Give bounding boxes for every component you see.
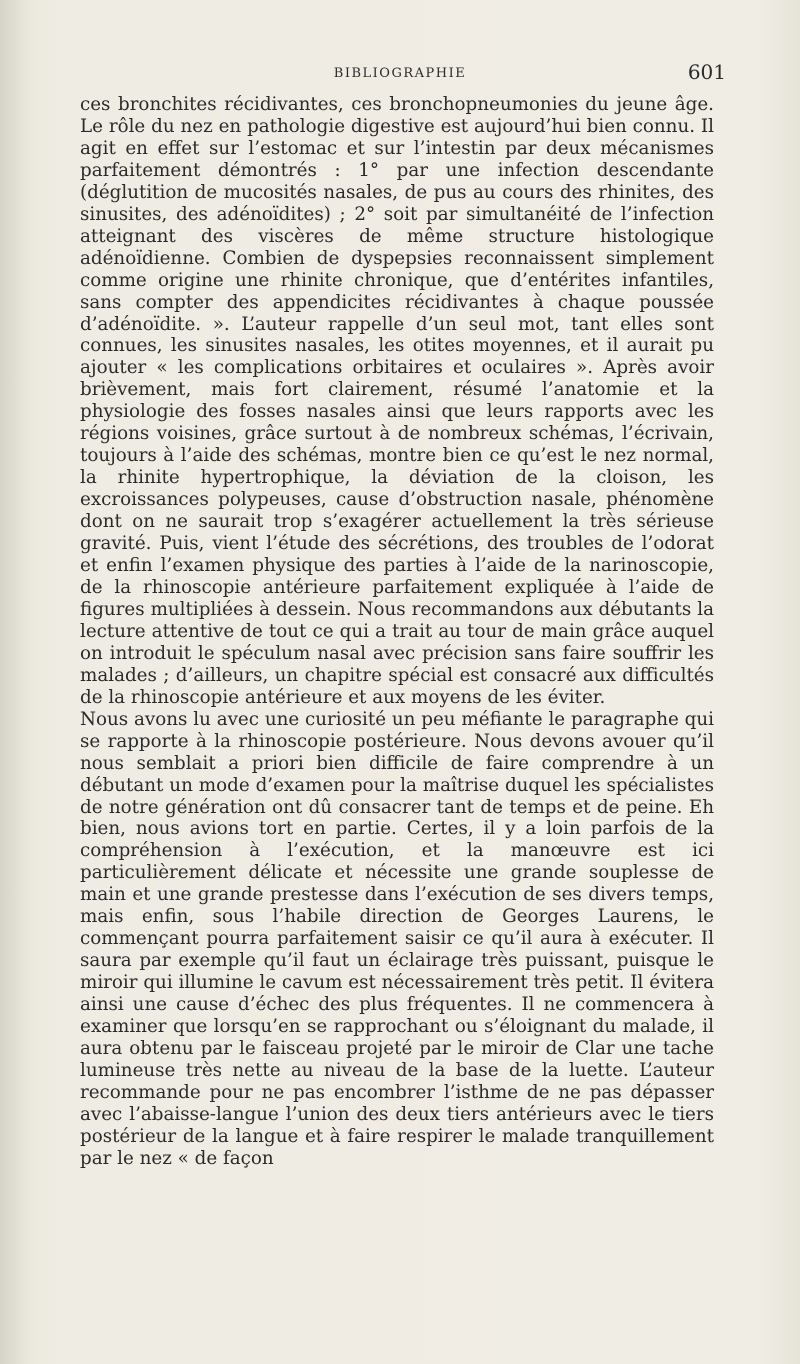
page-number: 601 [687,60,726,84]
paragraph: Nous avons lu avec une curiosité un peu méfiante le paragraphe qui se rapporte à la rhinoscopie postérieure. Nous devons avouer qu’il nous semblait a priori bien difficile de faire comprendre à un débutant un mode d’examen pour la maîtrise duquel les spécialistes de notre génération ont dû consacrer tant de temps et de peine. Eh bien, nous avions tort en partie. Certes, il y a loin parfois de la compréhension à l’exécution, et la manœuvre est ici particulièrement délicate et nécessite une grande souplesse de main et une grande prestesse dans l’exécution de ses divers temps, mais enfin, sous l’habile direction de Georges Laurens, le commençant pourra parfaitement saisir ce qu’il aura à exécuter. Il saura par exemple qu’il faut un éclairage très puissant, puisque le miroir qui illumine le cavum est nécessairement très petit. Il évitera ainsi une cause d’échec des plus fréquentes. Il ne commencera à examiner que lorsqu’en se rapprochant ou s’éloignant du malade, il aura obtenu par le faisceau projeté par le miroir de Clar une tache lumineuse très nette au niveau de la base de la luette. L’auteur recommande pour ne pas encombrer l’isthme de ne pas dépasser avec l’abaisse-langue l’union des deux tiers antérieurs avec le tiers postérieur de la langue et à faire respirer le malade tranquillement par le nez « de façon [80,708,714,1169]
running-head: BIBLIOGRAPHIE [333,66,467,81]
body-text [80,94,714,1170]
page-header [80,58,726,88]
paragraph: ces bronchites récidivantes, ces bronchopneumonies du jeune âge. Le rôle du nez en pathologie digestive est aujourd’hui bien connu. Il agit en effet sur l’estomac et sur l’intestin par deux mécanismes parfaitement démontrés : 1° par une infection descendante (déglutition de mucosités nasales, de pus au cours des rhinites, des sinusites, des adénoïdites) ; 2° soit par simultanéité de l’infection atteignant des viscères de même structure histologique adénoïdienne. Combien de dyspepsies reconnaissent simplement comme origine une rhinite chronique, que d’entérites infantiles, sans compter des appendicites récidivantes à chaque poussée d’adénoïdite. ». L’auteur rappelle d’un seul mot, tant elles sont connues, les sinusites nasales, les otites moyennes, et il aurait pu ajouter « les complications orbitaires et oculaires ». Après avoir brièvement, mais fort clairement, résumé l’anatomie et la physiologie des fosses nasales ainsi que leurs rapports avec les régions voisines, grâce surtout à de nombreux schémas, l’écrivain, toujours à l’aide des schémas, montre bien ce qu’est le nez normal, la rhinite hypertrophique, la déviation de la cloison, les excroissances polypeuses, cause d’obstruction nasale, phénomène dont on ne saurait trop s’exagérer actuellement la très sérieuse gravité. Puis, vient l’étude des sécrétions, des troubles de l’odorat et enfin l’examen physique des parties à l’aide de la narinoscopie, de la rhinoscopie antérieure parfaitement expliquée à l’aide de figures multipliées à dessein. Nous recommandons aux débutants la lecture attentive de tout ce qui a trait au tour de main grâce auquel on introduit le spéculum nasal avec précision sans faire souffrir les malades ; d’ailleurs, un chapitre spécial est consacré aux difficultés de la rhinoscopie antérieure et aux moyens de les éviter. [80,94,714,708]
